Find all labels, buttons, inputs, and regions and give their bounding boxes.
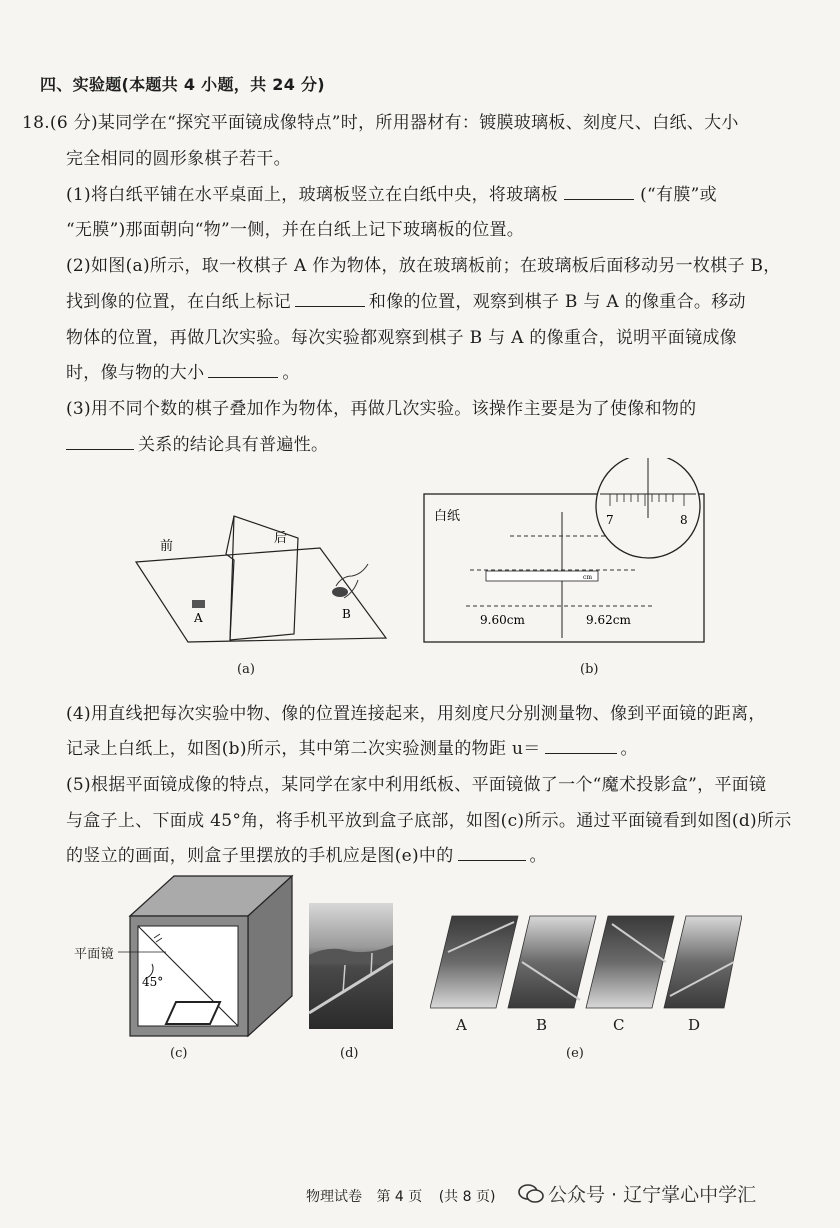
q18-part3-b-text: 关系的结论具有普遍性。 (138, 435, 329, 455)
q18-part1-a (66, 180, 717, 205)
q18-part5-c1: 的竖立的画面，则盒子里摆放的手机应是图(e)中的 (66, 846, 454, 866)
q18-part1-choice: (“有膜”或 (640, 185, 717, 205)
fig-b-distance-left: 9.60cm (480, 613, 525, 627)
option-c-label[interactable]: C (613, 1016, 625, 1034)
fig-b-paper-label: 白纸 (434, 509, 461, 524)
fig-d-caption: (d) (340, 1046, 359, 1061)
q18-part2-c: 物体的位置，再做几次实验。每次实验都观察到棋子 B 与 A 的像重合，说明平面镜成像 (66, 328, 737, 348)
q18-part3-b (66, 430, 328, 455)
fig-b-distance-right: 9.62cm (586, 613, 631, 627)
q18-part4-b1: 记录上白纸上，如图(b)所示，其中第二次实验测量的物距 u＝ (66, 739, 541, 759)
q18-part2-d1: 时，像与物的大小 (66, 363, 205, 383)
section-title: 四、实验题(本题共 4 小题，共 24 分) (40, 75, 325, 94)
q18-part4-a: (4)用直线把每次实验中物、像的位置连接起来，用刻度尺分别测量物、像到平面镜的距离， (66, 704, 766, 724)
footer-subject: 物理试卷 (306, 1189, 362, 1205)
footer-total: (共 8 页) (438, 1189, 496, 1205)
piece-a-shape (192, 600, 205, 608)
option-a-image[interactable] (430, 916, 518, 1008)
option-b-image[interactable] (508, 916, 596, 1008)
fig-a-piece-a-label: A (194, 611, 203, 625)
q18-part5-b: 与盒子上、下面成 45°角，将手机平放到盒子底部，如图(c)所示。通过平面镜看到如图(d)所示 (66, 811, 792, 831)
answer-blank-4[interactable] (66, 435, 134, 450)
phone-shape (166, 1002, 220, 1024)
figure-a (130, 510, 400, 650)
wechat-icon (518, 1183, 544, 1205)
ruler-shape (486, 571, 598, 581)
q18-part4-b (66, 734, 638, 759)
q18-intro-1: 18.(6 分)某同学在“探究平面镜成像特点”时，所用器材有：镀膜玻璃板、刻度尺、白纸、大小 (22, 113, 739, 133)
q18-intro-2: 完全相同的圆形象棋子若干。 (66, 149, 291, 169)
answer-blank-3[interactable] (208, 363, 278, 378)
fig-a-piece-b-label: B (342, 607, 351, 621)
fig-e-caption: (e) (566, 1046, 584, 1061)
q18-part2-d2: 。 (282, 363, 300, 383)
q18-part2-b (66, 287, 746, 312)
q18-part2-a: (2)如图(a)所示，取一枚棋子 A 作为物体，放在玻璃板前；在玻璃板后面移动另一枚棋子 B， (66, 256, 781, 276)
footer-page: 第 4 页 (376, 1189, 423, 1205)
ruler-unit: cm (583, 574, 593, 581)
q18-part5-c (66, 841, 547, 866)
answer-blank-1[interactable] (564, 185, 634, 200)
answer-blank-5[interactable] (545, 739, 617, 754)
option-d-label[interactable]: D (688, 1016, 701, 1034)
option-d-image[interactable] (664, 916, 742, 1008)
q18-part2-d (66, 358, 300, 383)
piece-b-shape (332, 587, 348, 597)
zoom-tick-8: 8 (680, 513, 688, 527)
q18-part2-b2: 和像的位置，观察到棋子 B 与 A 的像重合。移动 (368, 292, 746, 312)
fig-b-caption: (b) (580, 662, 599, 677)
fig-c-mirror-label: 平面镜 (74, 947, 114, 962)
q18-part3-a: (3)用不同个数的棋子叠加作为物体，再做几次实验。该操作主要是为了使像和物的 (66, 399, 697, 419)
answer-blank-6[interactable] (458, 846, 526, 861)
fig-a-front-label: 前 (160, 539, 174, 554)
option-c-image[interactable] (586, 916, 674, 1008)
fig-a-back-label: 后 (274, 531, 288, 546)
option-b-label[interactable]: B (536, 1016, 548, 1034)
fig-c-angle: 45° (142, 975, 164, 989)
q18-part5-c2: 。 (529, 846, 547, 866)
glass-plate (226, 516, 298, 640)
figure-e-options (430, 912, 742, 1012)
fig-a-caption: (a) (237, 662, 255, 677)
q18-part4-b2: 。 (620, 739, 638, 759)
option-a-label[interactable]: A (456, 1016, 467, 1034)
answer-blank-2[interactable] (295, 292, 365, 307)
figure-b (420, 458, 710, 646)
figure-d-photo (309, 903, 393, 1029)
q18-part5-a: (5)根据平面镜成像的特点，某同学在家中利用纸板、平面镜做了一个“魔术投影盒”，平面镜 (66, 775, 767, 795)
q18-part2-b1: 找到像的位置，在白纸上标记 (66, 292, 291, 312)
page-footer (306, 1186, 495, 1206)
q18-part1-text: (1)将白纸平铺在水平桌面上，玻璃板竖立在白纸中央，将玻璃板 (66, 185, 559, 205)
zoom-tick-7: 7 (606, 513, 614, 527)
watermark-text: 公众号 · 辽宁掌心中学汇 (548, 1184, 757, 1206)
fig-c-caption: (c) (170, 1046, 188, 1061)
q18-part1-c: “无膜”)那面朝向“物”一侧，并在白纸上记下玻璃板的位置。 (66, 220, 525, 240)
